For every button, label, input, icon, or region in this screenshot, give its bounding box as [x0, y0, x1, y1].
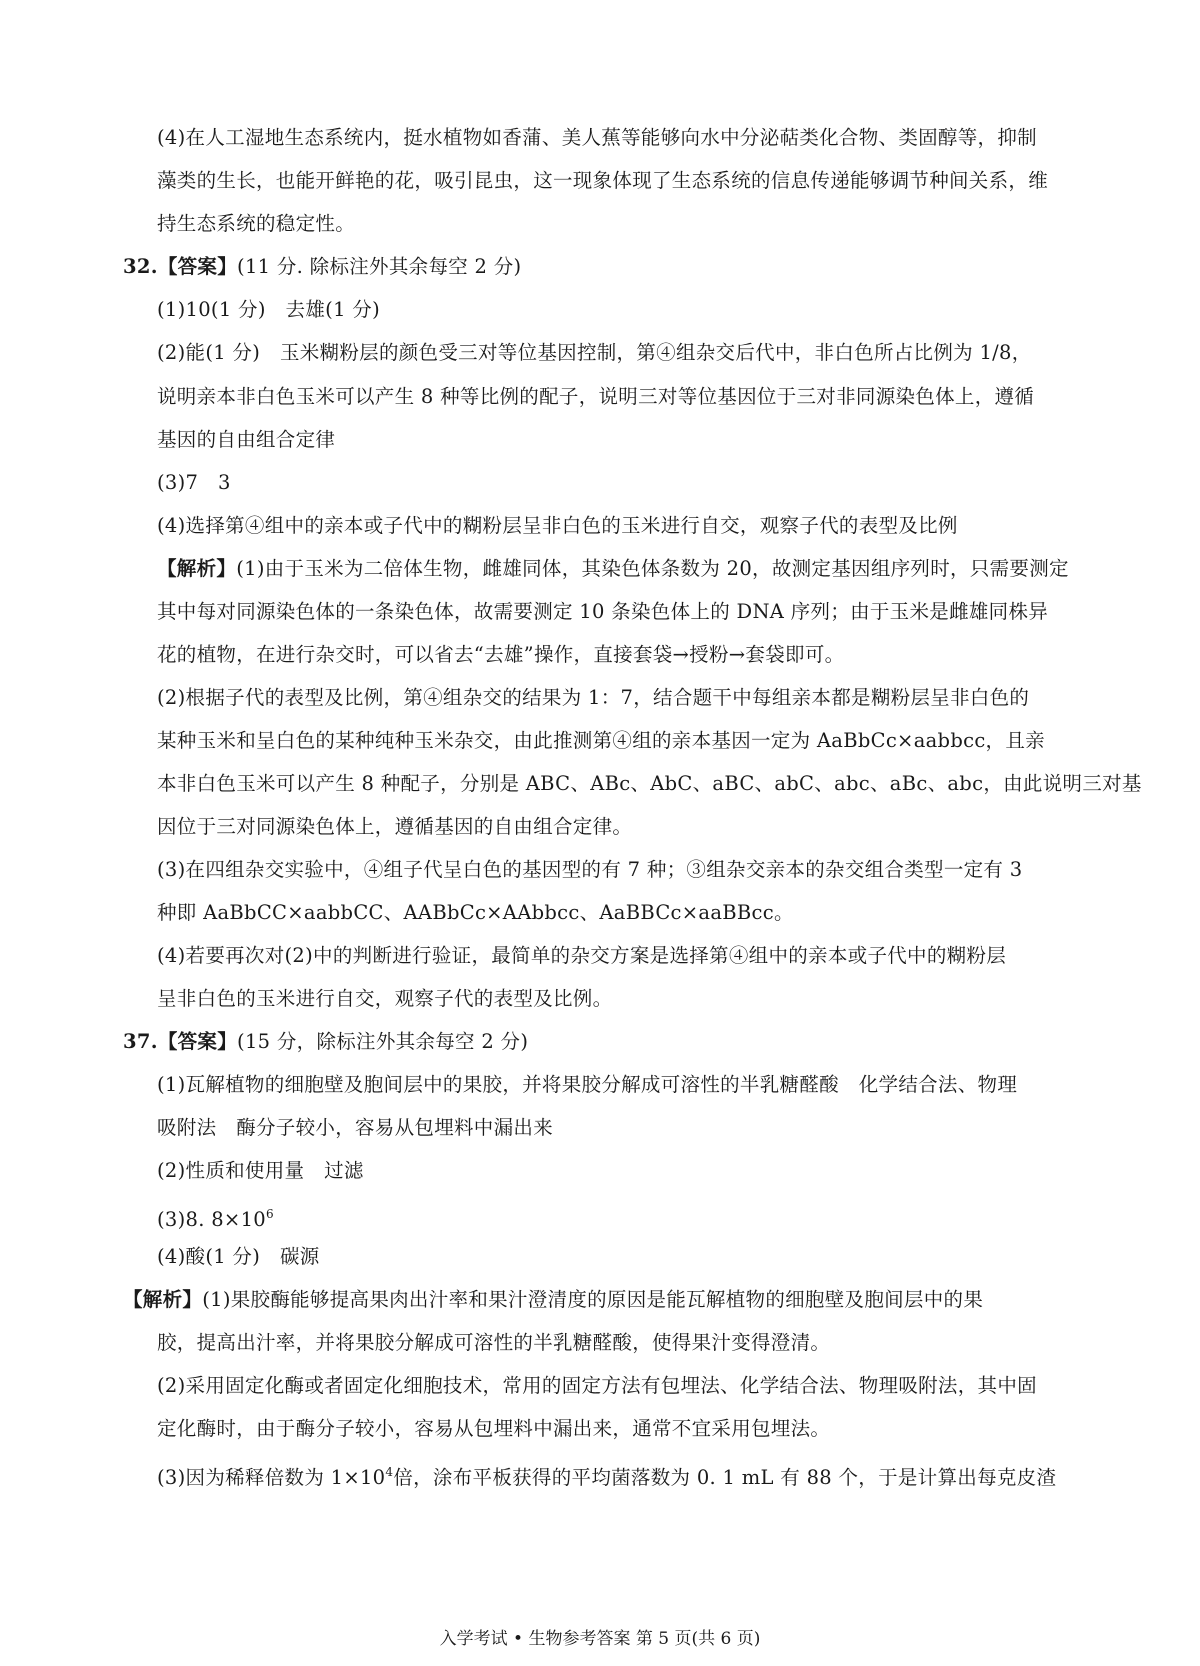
question-37-header	[123, 1029, 528, 1055]
answer-tag: 【答案】	[157, 255, 238, 278]
text-line: (3)在四组杂交实验中，④组子代呈白色的基因型的有 7 种；③组杂交亲本的杂交组合类型一定有 3	[157, 858, 1023, 881]
analysis-tag: 【解析】	[157, 557, 237, 580]
score-note: (11 分. 除标注外其余每空 2 分)	[237, 255, 522, 278]
analysis-line	[157, 556, 1069, 582]
text-line: 呈非白色的玉米进行自交，观察子代的表型及比例。	[157, 987, 613, 1010]
text-line: 说明亲本非白色玉米可以产生 8 种等比例的配子，说明三对等位基因位于三对非同源染色体上，遵循	[157, 385, 1035, 408]
question-number: 37.	[123, 1030, 158, 1053]
text-line: 因位于三对同源染色体上，遵循基因的自由组合定律。	[157, 815, 633, 838]
text-line: 基因的自由组合定律	[157, 428, 336, 451]
text-line: 藻类的生长，也能开鲜艳的花，吸引昆虫，这一现象体现了生态系统的信息传递能够调节种间关系，维	[157, 169, 1049, 192]
text-line: (2)根据子代的表型及比例，第④组杂交的结果为 1：7，结合题干中每组亲本都是糊粉层呈非白色的	[157, 686, 1030, 709]
text-line: (1)瓦解植物的细胞壁及胞间层中的果胶，并将果胶分解成可溶性的半乳糖醛酸 化学结合法、物理	[157, 1073, 1018, 1096]
analysis-text: (1)由于玉米为二倍体生物，雌雄同体，其染色体条数为 20，故测定基因组序列时，只需要测定	[236, 557, 1069, 580]
text-line: 花的植物，在进行杂交时，可以省去“去雄”操作，直接套袋→授粉→套袋即可。	[157, 643, 845, 666]
text-line: 种即 AaBbCC×aabbCC、AABbCc×AAbbcc、AaBBCc×aaBBcc。	[157, 901, 794, 924]
text-segment: 倍，涂布平板获得的平均菌落数为 0. 1 mL 有 88 个，于是计算出每克皮渣	[393, 1466, 1057, 1489]
text-line: (2)性质和使用量 过滤	[157, 1159, 364, 1182]
score-note: (15 分，除标注外其余每空 2 分)	[237, 1030, 529, 1053]
page-footer: 入学考试 • 生物参考答案 第 5 页(共 6 页)	[439, 1629, 761, 1649]
answer-tag: 【答案】	[157, 1030, 238, 1053]
text-line: (3)7 3	[157, 471, 231, 494]
superscript: 6	[265, 1207, 274, 1221]
text-line: 其中每对同源染色体的一条染色体，故需要测定 10 条染色体上的 DNA 序列；由于玉米是雌雄同株异	[157, 600, 1049, 623]
analysis-line	[123, 1287, 983, 1313]
text-line: (2)采用固定化酶或者固定化细胞技术，常用的固定方法有包埋法、化学结合法、物理吸附法，其中固	[157, 1374, 1037, 1397]
text-line: 持生态系统的稳定性。	[157, 212, 356, 235]
text-line	[157, 1459, 1056, 1491]
text-line: 本非白色玉米可以产生 8 种配子，分别是 ABC、ABc、AbC、aBC、abC、abc、aBc、abc，由此说明三对基	[157, 772, 1142, 795]
text-line: 某种玉米和呈白色的某种纯种玉米杂交，由此推测第④组的亲本基因一定为 AaBbCc×aabbcc，且亲	[157, 729, 1045, 752]
text-line: (4)选择第④组中的亲本或子代中的糊粉层呈非白色的玉米进行自交，观察子代的表型及比例	[157, 514, 958, 537]
text-line: (2)能(1 分) 玉米糊粉层的颜色受三对等位基因控制，第④组杂交后代中，非白色所占比例为 1/8，	[157, 341, 1032, 364]
text-segment: (3)因为稀释倍数为 1×10	[157, 1466, 386, 1489]
text-line: (1)10(1 分) 去雄(1 分)	[157, 298, 380, 321]
question-32-header	[123, 254, 521, 280]
superscript: 4	[385, 1465, 394, 1479]
text-segment: (3)8. 8×10	[157, 1208, 266, 1231]
text-line: 胶，提高出汁率，并将果胶分解成可溶性的半乳糖醛酸，使得果汁变得澄清。	[157, 1331, 831, 1354]
text-line: 吸附法 酶分子较小，容易从包埋料中漏出来	[157, 1116, 554, 1139]
text-line: 定化酶时，由于酶分子较小，容易从包埋料中漏出来，通常不宜采用包埋法。	[157, 1417, 831, 1440]
text-line: (4)酸(1 分) 碳源	[157, 1245, 320, 1268]
analysis-tag: 【解析】	[123, 1288, 203, 1311]
analysis-text: (1)果胶酶能够提高果肉出汁率和果汁澄清度的原因是能瓦解植物的细胞壁及胞间层中的果	[202, 1288, 984, 1311]
question-number: 32.	[123, 255, 158, 278]
text-line	[157, 1201, 274, 1233]
text-line: (4)若要再次对(2)中的判断进行验证，最简单的杂交方案是选择第④组中的亲本或子代中的糊粉层	[157, 944, 1007, 967]
text-line: (4)在人工湿地生态系统内，挺水植物如香蒲、美人蕉等能够向水中分泌萜类化合物、类固醇等，抑制	[157, 126, 1037, 149]
